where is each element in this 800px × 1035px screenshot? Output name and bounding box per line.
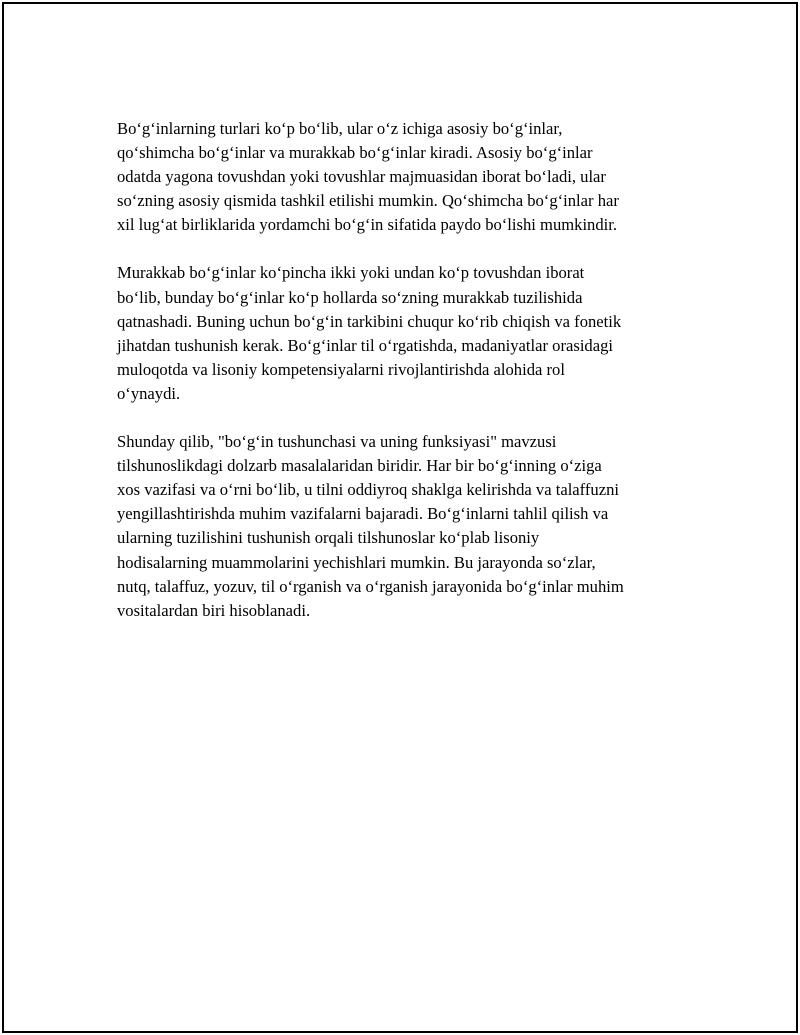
document-body bbox=[117, 117, 692, 647]
paragraph-conclusion: Shunday qilib, "bo‘g‘in tushunchasi va uning funksiyasi" mavzusi tilshunoslikdagi dolzarb masalalaridan biridir. Har bir bo‘g‘inning o‘ziga xos vazifasi va o‘rni bo‘lib, u tilni oddiyroq shaklga kelirishda va talaffuzni yengillashtirishda muhim vazifalarni bajaradi. Bo‘g‘inlarni tahlil qilish va ularning tuzilishini tushunish orqali tilshunoslar ko‘plab lisoniy hodisalarning muammolarini yechishlari mumkin. Bu jarayonda so‘zlar, nutq, talaffuz, yozuv, til o‘rganish va o‘rganish jarayonida bo‘g‘inlar muhim vositalardan biri hisoblanadi. bbox=[117, 432, 624, 620]
paragraph-complex-syllables: Murakkab bo‘g‘inlar ko‘pincha ikki yoki undan ko‘p tovushdan iborat bo‘lib, bunday bo‘g‘inlar ko‘p hollarda so‘zning murakkab tuzilishida qatnashadi. Buning uchun bo‘g‘in tarkibini chuqur ko‘rib chiqish va fonetik jihatdan tushunish kerak. Bo‘g‘inlar til o‘rgatishda, madaniyatlar orasidagi muloqotda va lisoniy kompetensiyalarni rivojlantirishda alohida rol o‘ynaydi. bbox=[117, 263, 622, 403]
paragraph-syllable-types: Bo‘g‘inlarning turlari ko‘p bo‘lib, ular o‘z ichiga asosiy bo‘g‘inlar, qo‘shimcha bo‘g‘inlar va murakkab bo‘g‘inlar kiradi. Asosiy bo‘g‘inlar odatda yagona tovushdan yoki tovushlar majmuasidan iborat bo‘ladi, ular so‘zning asosiy qismida tashkil etilishi mumkin. Qo‘shimcha bo‘g‘inlar har xil lug‘at birliklarida yordamchi bo‘g‘in sifatida paydo bo‘lishi mumkindir. bbox=[117, 119, 619, 235]
